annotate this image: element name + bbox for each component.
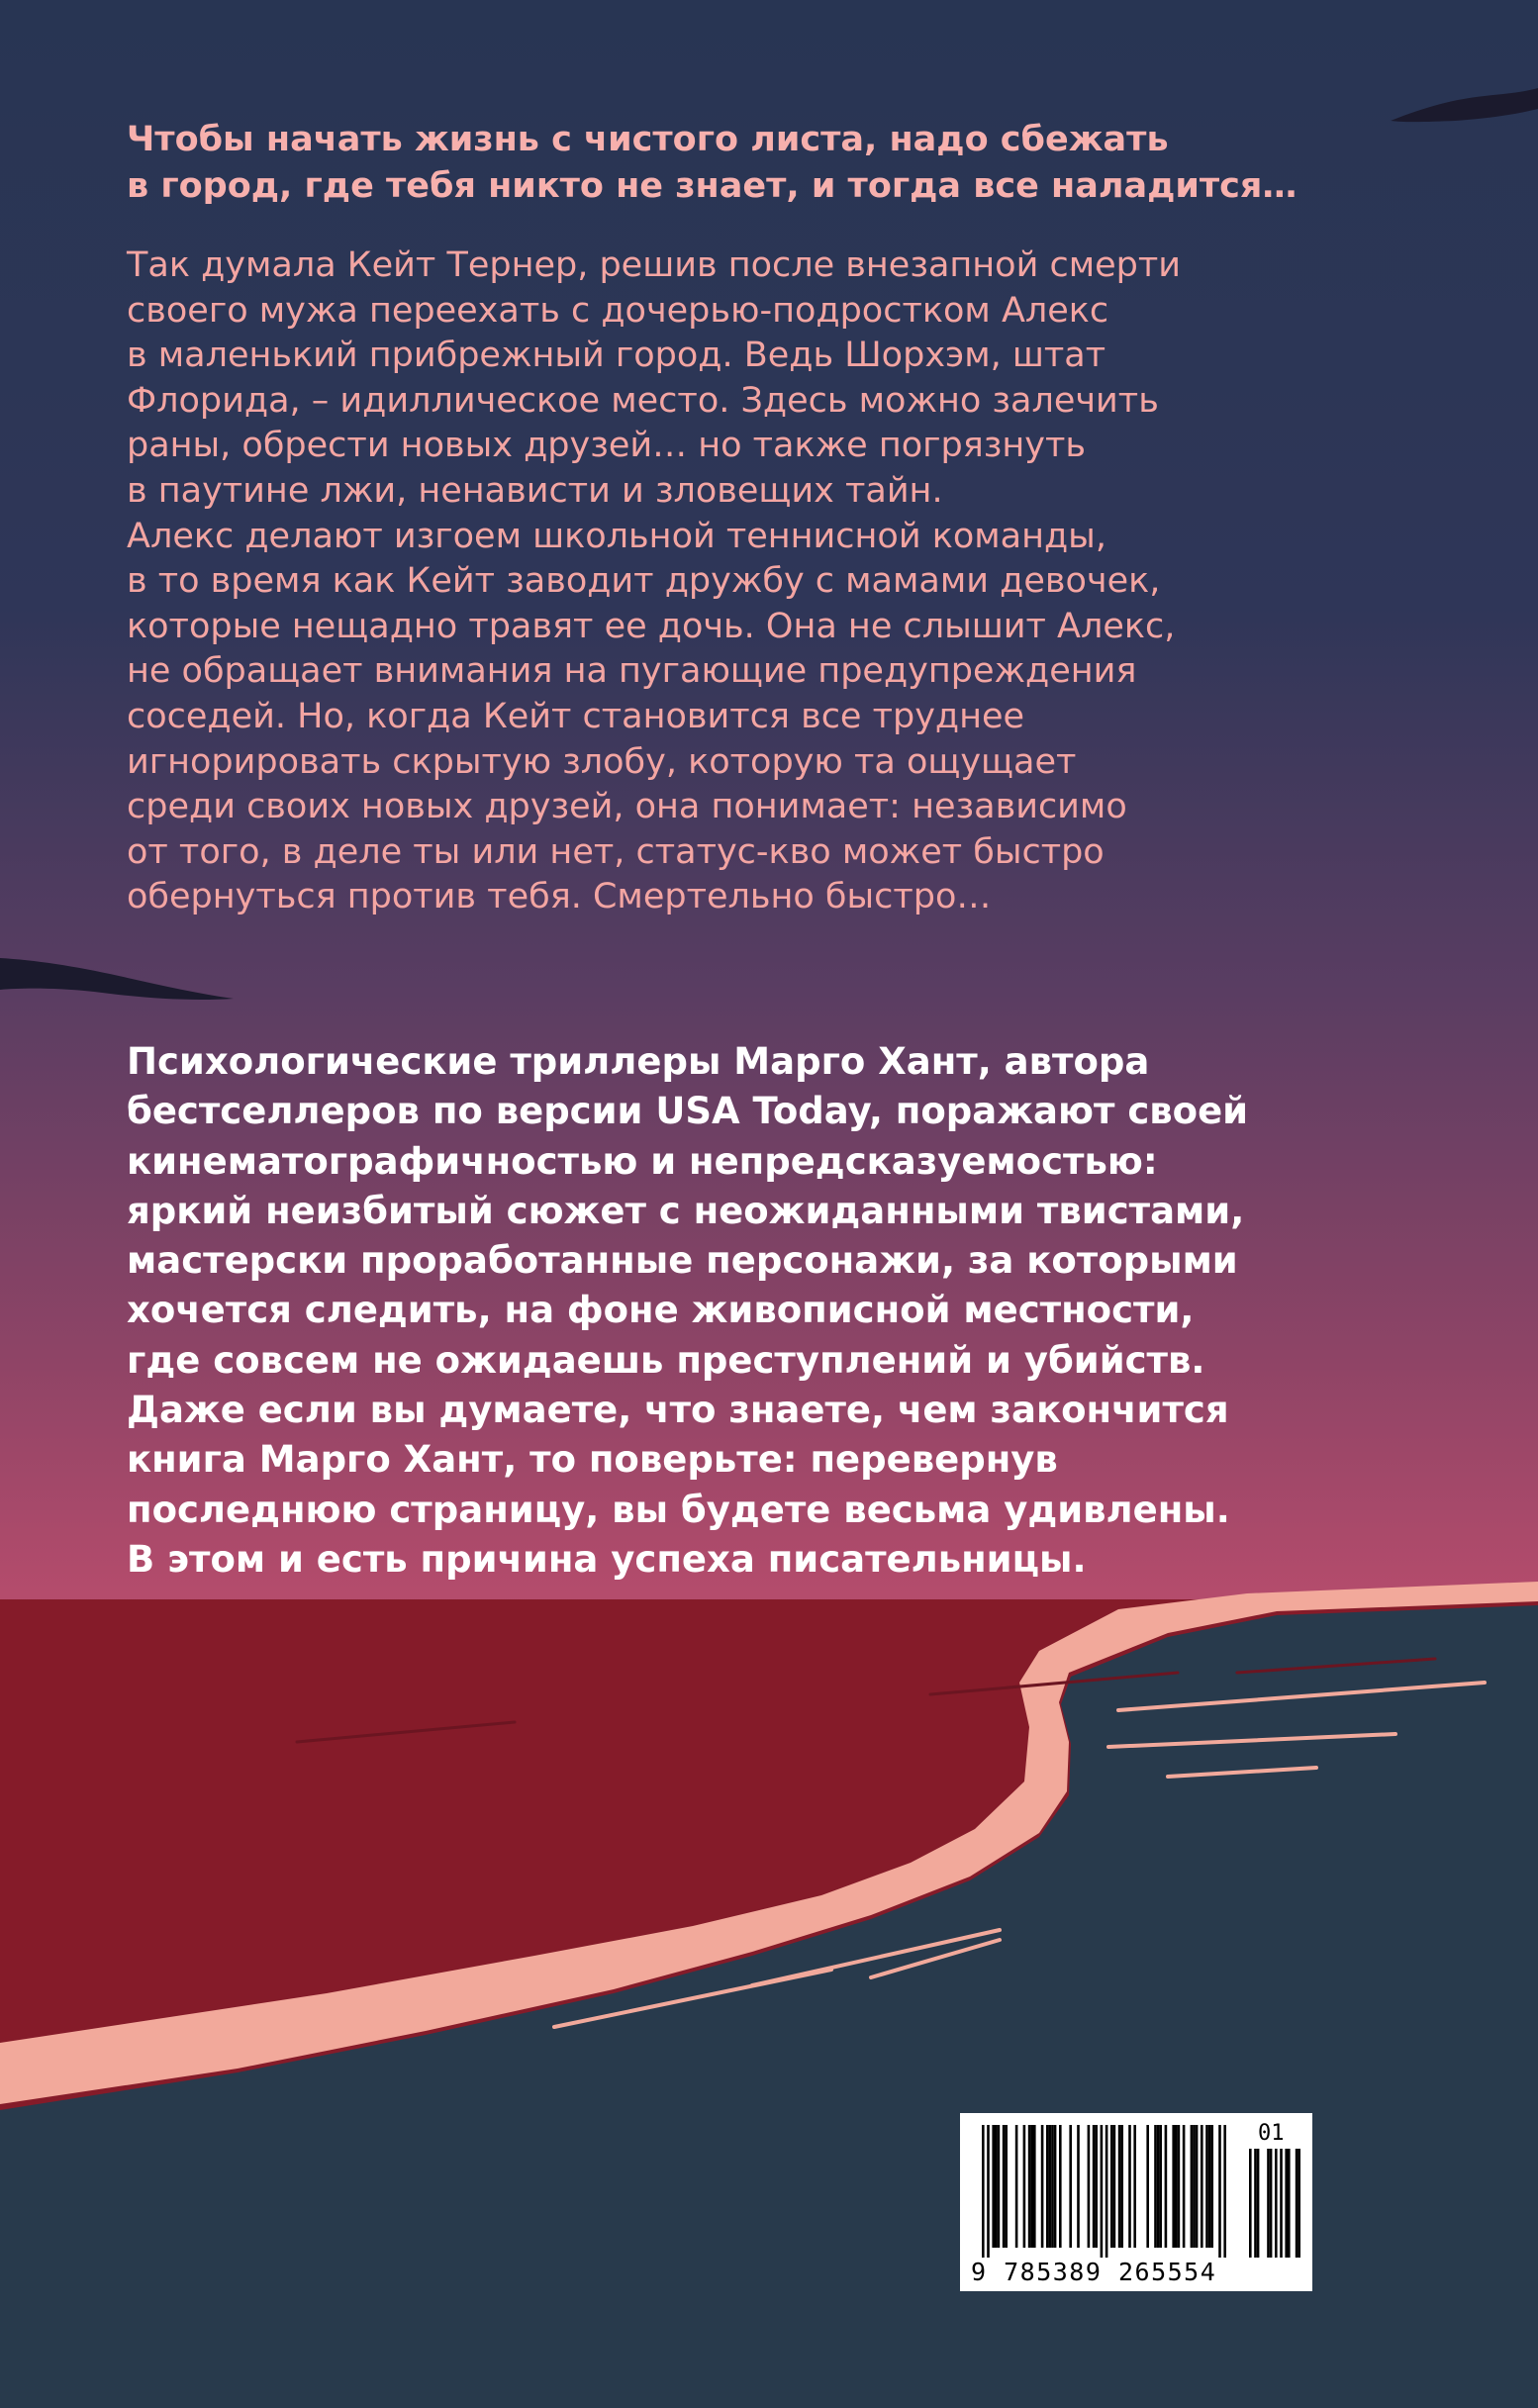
barcode-bar [1093,2125,1096,2248]
barcode-bar [1069,2125,1072,2248]
barcode-bar [1298,2149,1300,2258]
blurb-line: игнорировать скрытую злобу, которую та ощущает [127,741,1077,782]
isbn-number: 9 785389 265554 [971,2258,1217,2286]
blurb-line: среди своих новых друзей, она понимает: независимо [127,787,1127,827]
barcode-bar [1208,2125,1211,2248]
praise-line: книга Марго Хант, то поверьте: перевернув [127,1438,1058,1482]
addon-number: 01 [1258,2121,1285,2146]
praise-line: бестселлеров по версии USA Today, поражают своей [127,1090,1249,1133]
barcode-bar [1196,2125,1199,2248]
barcode-bar [1105,2125,1108,2258]
barcode-bar [1113,2125,1116,2248]
barcode-bar [1133,2125,1136,2248]
tagline-line: Чтобы начать жизнь с чистого листа, надо сбежать [127,120,1169,159]
barcode-bar [1288,2149,1291,2258]
barcode-bar [1201,2125,1203,2248]
barcode-bar [1178,2125,1181,2248]
praise-line: В этом и есть причина успеха писательницы. [127,1537,1087,1581]
barcode-bar [1015,2125,1018,2248]
praise-line: где совсем не ожидаешь преступлений и убийств. [127,1338,1205,1382]
barcode-bar [1005,2125,1008,2248]
barcode-bar [1218,2125,1221,2258]
barcode-bar [1280,2149,1283,2258]
barcode-bar [1210,2125,1213,2248]
barcode-bar [1285,2149,1288,2258]
blurb-line: Флорида, – идиллическое место. Здесь можно залечить [127,380,1159,421]
barcode-bar [1183,2125,1186,2248]
praise-line: мастерски проработанные персонажи, за которыми [127,1239,1238,1283]
barcode-bar [1003,2125,1006,2248]
praise-line: яркий неизбитый сюжет с неожиданными твистами, [127,1189,1245,1232]
barcode-bar [1030,2125,1033,2248]
barcode-bar [992,2125,995,2248]
barcode-bar [1028,2125,1031,2248]
barcode-bar [1118,2125,1121,2248]
isbn-barcode [960,2113,1312,2291]
barcode-bar [1275,2149,1278,2258]
tagline-line: в город, где тебя никто не знает, и тогда все наладится… [127,166,1298,206]
barcode-bar [1059,2125,1062,2248]
blurb-line: в паутине лжи, ненависти и зловещих тайн. [127,470,943,511]
blurb-line: в маленький прибрежный город. Ведь Шорхэм, штат [127,336,1106,376]
barcode-bar [998,2125,1001,2248]
barcode-bar [1172,2125,1175,2248]
barcode-bar [1054,2125,1057,2248]
blurb-line: от того, в деле ты или нет, статус-кво может быстро [127,831,1105,872]
barcode-bar [982,2125,985,2258]
barcode-bar [1193,2125,1196,2248]
barcode-bar [1223,2125,1226,2258]
praise-line: Даже если вы думаете, что знаете, чем закончится [127,1389,1229,1432]
barcode-bar [1023,2125,1026,2248]
barcode-bar [1146,2125,1149,2248]
barcode-bar [1270,2149,1273,2258]
blurb-line: которые нещадно травят ее дочь. Она не слышит Алекс, [127,606,1176,646]
blurb-line: раны, обрести новых друзей… но также погрязнуть [127,426,1086,466]
barcode-bar [1128,2125,1131,2248]
barcode-bar [987,2125,990,2258]
barcode-bar [1049,2125,1052,2248]
praise-line: Психологические триллеры Марго Хант, автора [127,1040,1150,1083]
barcode-bar [1041,2125,1044,2248]
blurb-line: Так думала Кейт Тернер, решив после внезапной смерти [127,245,1181,285]
barcode-bar [1175,2125,1178,2248]
praise-line: хочется следить, на фоне живописной местности, [127,1289,1195,1332]
author-praise [127,1037,1403,1585]
barcode-bar [1296,2149,1298,2258]
barcode-bar [1205,2125,1208,2248]
barcode-bar [1254,2149,1257,2258]
barcode-bar [1154,2125,1157,2248]
barcode-bar [1095,2125,1098,2248]
barcode-bar [995,2125,998,2248]
barcode-bar [1267,2149,1270,2258]
praise-line: последнюю страницу, вы будете весьма удивлены. [127,1488,1230,1531]
barcode-bar [1046,2125,1049,2248]
barcode-bar [1077,2125,1080,2248]
barcode-bar [1159,2125,1162,2248]
blurb-line: соседей. Но, когда Кейт становится все труднее [127,696,1025,736]
barcode-bar [1191,2125,1194,2248]
blurb-line: в то время как Кейт заводит дружбу с мамами девочек, [127,561,1161,602]
barcode-bar [1101,2125,1104,2258]
barcode-bar [1120,2125,1123,2248]
barcode-bar [1165,2125,1168,2248]
blurb-line: своего мужа переехать с дочерью-подростком Алекс [127,290,1109,331]
barcode-bar [1110,2125,1113,2248]
blurb-line: Алекс делают изгоем школьной теннисной команды, [127,516,1106,556]
barcode-bar [1257,2149,1260,2258]
barcode-bar [1249,2149,1252,2258]
cover-tagline [127,117,1374,210]
barcode-bar [1088,2125,1091,2248]
blurb-line: не обращает внимания на пугающие предупреждения [127,651,1137,692]
barcode-bar [1157,2125,1160,2248]
praise-line: кинематографичностью и непредсказуемостью: [127,1139,1158,1183]
barcode-bar [1051,2125,1054,2248]
cover-blurb [127,243,1394,920]
barcode-bar [1033,2125,1036,2248]
blurb-line: обернуться против тебя. Смертельно быстро… [127,877,992,917]
